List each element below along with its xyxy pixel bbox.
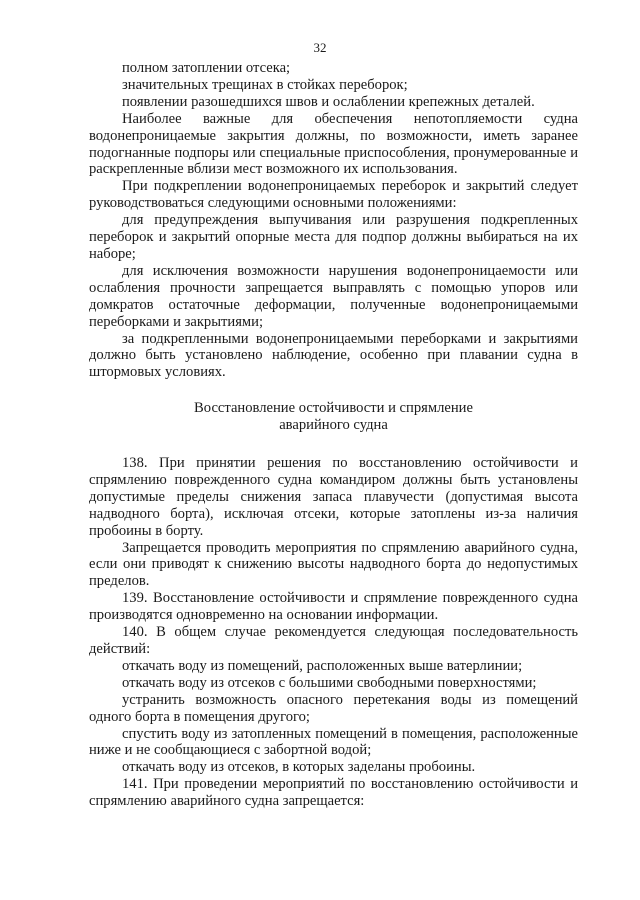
paragraph: 139. Восстановление остойчивости и спрямление поврежденного судна производятся одновременно на основании информации. — [89, 590, 578, 624]
paragraph: 140. В общем случае рекомендуется следующая последовательность действий: — [89, 624, 578, 657]
list-item: откачать воду из отсеков, в которых заделаны пробоины. — [122, 759, 476, 776]
list-item: появлении разошедшихся швов и ослаблении крепежных деталей. — [122, 93, 535, 110]
list-item: спустить воду из затопленных помещений в помещения, расположенные ниже и не сообщающиеся с забортной водой; — [89, 725, 578, 759]
page-number: 32 — [313, 40, 327, 55]
list-item: полном затоплении отсека; — [122, 60, 291, 76]
paragraph: 138. При принятии решения по восстановлению остойчивости и спрямлению поврежденного судна командиром должны быть установлены допустимые пределы снижения запаса плавучести (допустимая высота надводного борта), исключая отсеки, которые затоплены из-за наличия пробоины в борту. — [89, 455, 578, 539]
list-item: за подкрепленными водонепроницаемыми переборками и закрытиями должно быть установлено наблюдение, особенно при плавании судна в штормовых условиях. — [89, 330, 578, 381]
paragraph: Запрещается проводить мероприятия по спрямлению аварийного судна, если они приводят к снижению высоты надводного борта до недопустимых пределов. — [89, 539, 578, 590]
section-heading-line-1: Восстановление остойчивости и спрямление — [194, 400, 473, 417]
list-item: для исключения возможности нарушения водонепроницаемости или ослабления прочности запрещается выправлять с помощью упоров или домкратов остаточные деформации, полученные водонепроницаемыми переборками и закрытиями; — [89, 262, 578, 330]
list-item: откачать воду из отсеков с большими свободными поверхностями; — [122, 674, 537, 691]
paragraph: 141. При проведении мероприятий по восстановлению остойчивости и спрямлению аварийного судна запрещается: — [89, 776, 578, 810]
paragraph: Наиболее важные для обеспечения непотопляемости судна водонепроницаемые закрытия должны, по возможности, иметь заранее подогнанные подпоры или специальные приспособления, пронумерованные и раскрепленные вблизи мест возможного их использования. — [89, 110, 578, 178]
list-item: откачать воду из помещений, расположенных выше ватерлинии; — [122, 657, 523, 674]
paragraph: При подкреплении водонепроницаемых переборок и закрытий следует руководствоваться следующими основными положениями: — [89, 178, 578, 212]
list-item: значительных трещинах в стойках переборок; — [122, 76, 408, 93]
document-body — [89, 60, 578, 810]
list-item: устранить возможность опасного перетекания воды из помещений одного борта в помещения другого; — [89, 691, 578, 725]
list-item: для предупреждения выпучивания или разрушения подкрепленных переборок и закрытий опорные места для подпор должны выбираться на их наборе; — [89, 212, 578, 262]
section-heading-line-2: аварийного судна — [279, 417, 388, 434]
